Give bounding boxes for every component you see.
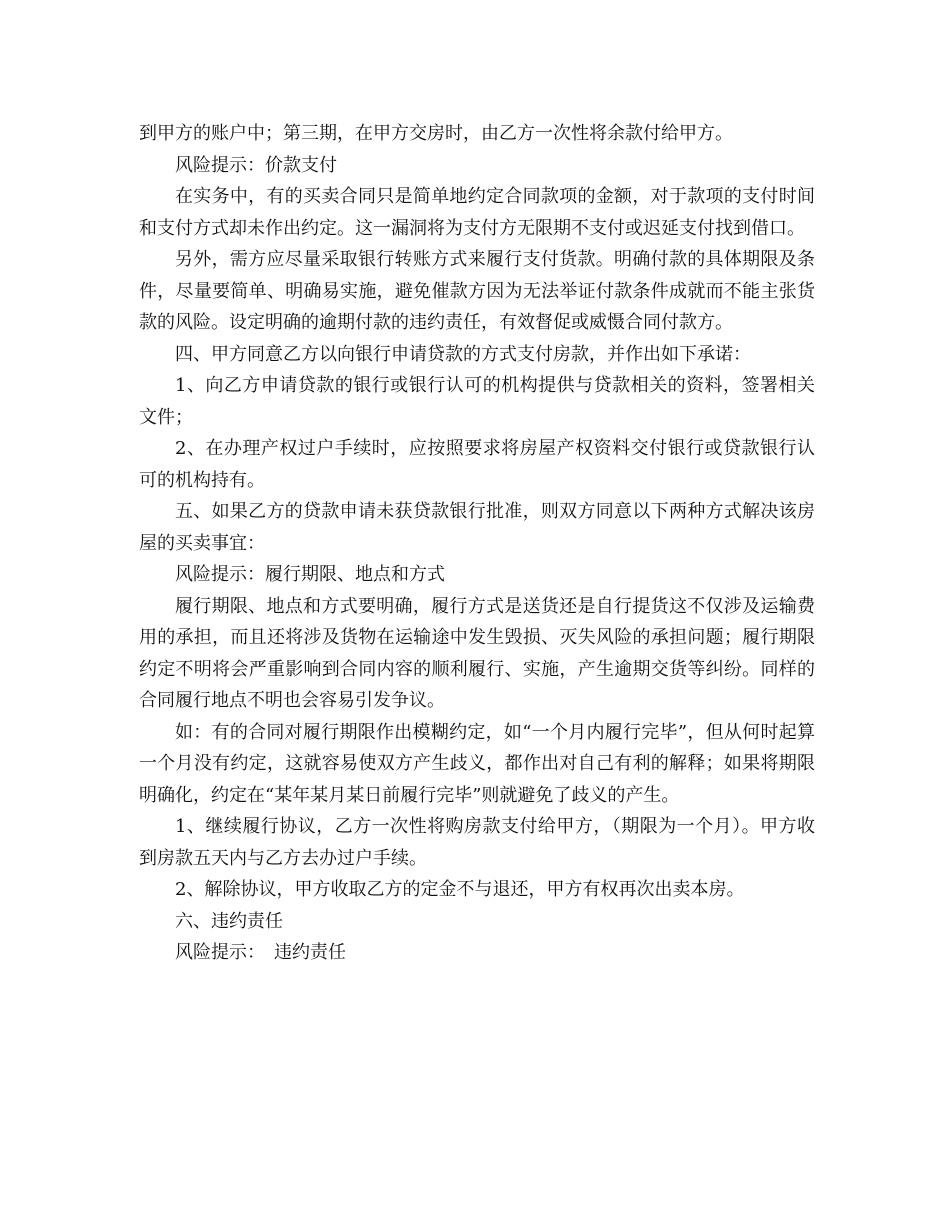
paragraph-14-section-six: 六、违约责任	[175, 910, 283, 932]
paragraph-1: 到甲方的账户中；第三期，在甲方交房时，由乙方一次性将余款付给甲方。	[139, 123, 733, 144]
paragraph-12-item-1: 1、继续履行协议，乙方一次性将购房款支付给甲方，（期限为一个月）。甲方收到房款五天内与乙方去办过户手续。	[139, 816, 815, 869]
paragraph-15-risk-heading: 风险提示： 违约责任	[175, 942, 346, 963]
paragraph-9-risk-heading: 风险提示：履行期限、地点和方式	[175, 564, 445, 585]
paragraph-13-item-2: 2、解除协议，甲方收取乙方的定金不与退还，甲方有权再次出卖本房。	[175, 879, 745, 900]
paragraph-11: 如：有的合同对履行期限作出模糊约定，如“一个月内履行完毕”，但从何时起算一个月没有约定，这就容易使双方产生歧义，都作出对自己有利的解释；如果将期限明确化，约定在“某年某月某日前履行完毕”则就避免了歧义的产生。	[139, 721, 815, 806]
paragraph-2-risk-heading: 风险提示：价款支付	[175, 154, 337, 176]
paragraph-10: 履行期限、地点和方式要明确，履行方式是送货还是自行提货这不仅涉及运输费用的承担，而且还将涉及货物在运输途中发生毁损、灭失风险的承担问题；履行期限约定不明将会严重影响到合同内容的顺利履行、实施，产生逾期交货等纠纷。同样的合同履行地点不明也会容易引发争议。	[139, 595, 815, 711]
paragraph-3: 在实务中，有的买卖合同只是简单地约定合同款项的金额，对于款项的支付时间和支付方式却未作出约定。这一漏洞将为支付方无限期不支付或迟延支付找到借口。	[139, 186, 815, 239]
paragraph-4: 另外，需方应尽量采取银行转账方式来履行支付货款。明确付款的具体期限及条件，尽量要简单、明确易实施，避免催款方因为无法举证付款条件成就而不能主张货款的风险。设定明确的逾期付款的违约责任，有效督促或威慑合同付款方。	[139, 249, 815, 333]
paragraph-6-item-1: 1、向乙方申请贷款的银行或银行认可的机构提供与贷款相关的资料，签署相关文件；	[139, 375, 815, 428]
paragraph-5-section-four: 四、甲方同意乙方以向银行申请贷款的方式支付房款，并作出如下承诺：	[175, 343, 751, 365]
paragraph-8-section-five: 五、如果乙方的贷款申请未获贷款银行批准，则双方同意以下两种方式解决该房屋的买卖事宜：	[139, 501, 815, 554]
document-body	[139, 118, 815, 969]
paragraph-7-item-2: 2、在办理产权过户手续时，应按照要求将房屋产权资料交付银行或贷款银行认可的机构持有。	[139, 438, 815, 491]
